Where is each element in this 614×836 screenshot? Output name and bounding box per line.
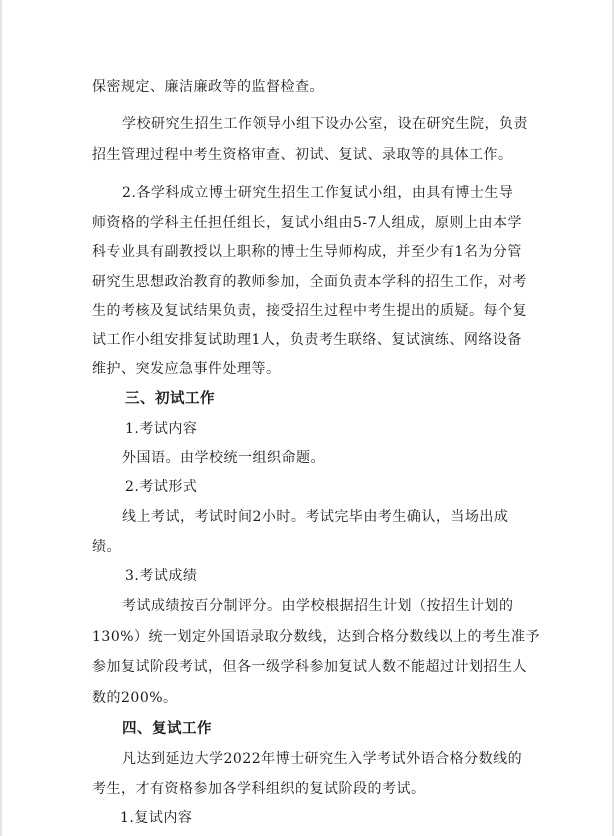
paragraph-line: 招生管理过程中考生资格审查、初试、复试、录取等的具体工作。	[92, 147, 513, 163]
paragraph-line: 外国语。由学校统一组织命题。	[122, 450, 325, 466]
section-heading: 三、初试工作	[125, 391, 215, 407]
paragraph-line: 考试成绩按百分制评分。由学校根据招生计划（按招生计划的	[122, 598, 514, 614]
section-heading: 四、复试工作	[122, 721, 212, 737]
paragraph-line: 试工作小组安排复试助理1人，负责考生联络、复试演练、网络设备	[92, 332, 522, 348]
subsection-heading: 2.考试形式	[125, 479, 198, 495]
paragraph-line: 保密规定、廉洁廉政等的监督检查。	[92, 79, 324, 95]
paragraph-line: 绩。	[92, 539, 121, 555]
paragraph-line: 生的考核及复试结果负责，接受招生过程中考生提出的质疑。每个复	[92, 303, 527, 319]
subsection-heading: 3.考试成绩	[125, 568, 198, 584]
paragraph-line: 师资格的学科主任担任组长，复试小组由5-7人组成，原则上由本学	[92, 215, 523, 231]
paragraph-line: 考生，才有资格参加各学科组织的复试阶段的考试。	[92, 781, 426, 797]
paragraph-line: 学校研究生招生工作领导小组下设办公室，设在研究生院，负责	[122, 116, 528, 132]
paragraph-line: 线上考试，考试时间2小时。考试完毕由考生确认，当场出成	[122, 509, 509, 525]
paragraph-line: 参加复试阶段考试，但各一级学科参加复试人数不能超过计划招生人	[92, 659, 527, 675]
page-left-edge	[0, 0, 2, 836]
subsection-heading: 1.考试内容	[125, 421, 198, 437]
paragraph-line: 凡达到延边大学2022年博士研究生入学考试外语合格分数线的	[122, 751, 523, 767]
paragraph-line: 研究生思想政治教育的教师参加，全面负责本学科的招生工作，对考	[92, 274, 527, 290]
paragraph-line: 科专业具有副教授以上职称的博士生导师构成，并至少有1名为分管	[92, 244, 522, 260]
paragraph-line: 2.各学科成立博士研究生招生工作复试小组，由具有博士生导	[122, 185, 514, 201]
paragraph-line: 130%）统一划定外国语录取分数线，达到合格分数线以上的考生准予	[92, 629, 541, 645]
subsection-heading: 1.复试内容	[120, 810, 193, 826]
paragraph-line: 维护、突发应急事件处理等。	[92, 361, 281, 377]
paragraph-line: 数的200%。	[92, 690, 178, 706]
